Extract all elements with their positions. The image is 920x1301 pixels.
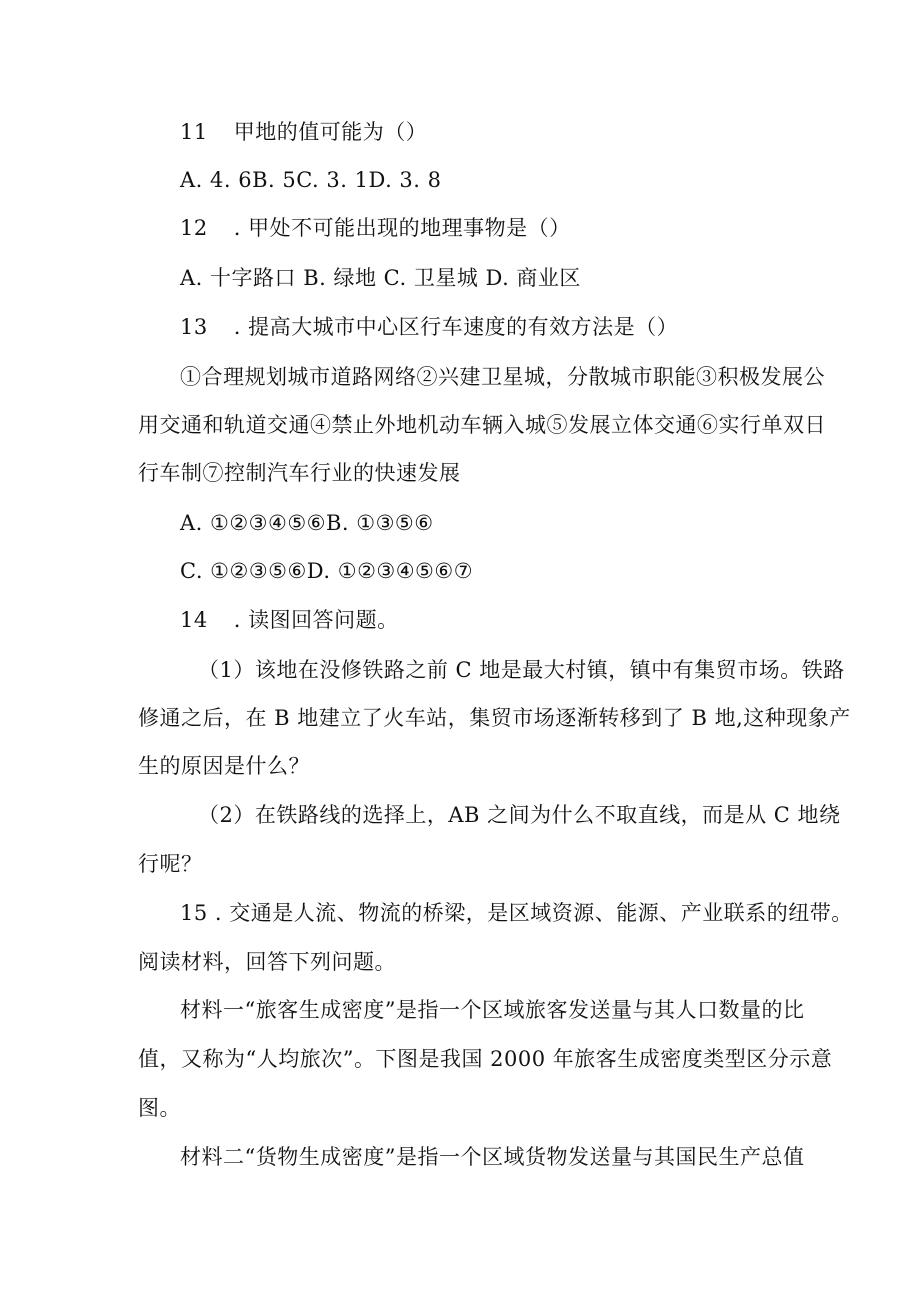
question-13-items-line-1: ①合理规划城市道路网络②兴建卫星城，分散城市职能③积极发展公: [180, 365, 825, 389]
question-14-sub-1-line-1: （1）该地在没修铁路之前 C 地是最大村镇，镇中有集贸市场。铁路: [198, 658, 845, 682]
question-12-stem: [180, 218, 571, 239]
question-12-text: . 甲处不可能出现的地理事物是（）: [233, 216, 571, 240]
question-13-stem: [180, 317, 678, 338]
material-1-line-2: 值，又称为“人均旅次”。下图是我国 2000 年旅客生成密度类型区分示意: [138, 1047, 833, 1071]
question-11-stem: [180, 122, 427, 143]
material-1-line-3: 图。: [138, 1096, 181, 1120]
question-14-sub-1-line-2: 修通之后，在 B 地建立了火车站，集贸市场逐渐转移到了 B 地,这种现象产: [138, 706, 851, 730]
question-13-options-line-1: A. ①②③④⑤⑥B. ①③⑤⑥: [180, 511, 434, 535]
question-14-sub-1-line-3: 生的原因是什么？: [138, 754, 310, 778]
material-1-line-1: 材料一“旅客生成密度”是指一个区域旅客发送量与其人口数量的比: [180, 998, 805, 1022]
question-13-items-line-3: 行车制⑦控制汽车行业的快速发展: [138, 461, 461, 485]
question-15-line-2: 阅读材料，回答下列问题。: [138, 950, 396, 974]
question-13-number: 13: [180, 315, 208, 339]
question-14-sub-2-line-2: 行呢？: [138, 852, 203, 876]
question-12-number: 12: [180, 216, 208, 240]
material-2-line-1: 材料二“货物生成密度”是指一个区域货物发送量与其国民生产总值: [180, 1145, 805, 1169]
question-11-text: 甲地的值可能为（）: [233, 120, 428, 144]
question-11-number: 11: [180, 120, 208, 144]
question-13-items-line-2: 用交通和轨道交通④禁止外地机动车辆入城⑤发展立体交通⑥实行单双日: [138, 413, 826, 437]
question-11-options: A. 4. 6B. 5C. 3. 1D. 3. 8: [180, 168, 442, 192]
question-13-text: . 提高大城市中心区行车速度的有效方法是（）: [233, 315, 679, 339]
question-12-options: A. 十字路口 B. 绿地 C. 卫星城 D. 商业区: [180, 266, 581, 290]
question-14-number: 14: [180, 608, 208, 632]
question-13-options-line-2: C. ①②③⑤⑥D. ①②③④⑤⑥⑦: [180, 559, 474, 583]
question-14-sub-2-line-1: （2）在铁路线的选择上，AB 之间为什么不取直线，而是从 C 地绕: [198, 803, 841, 827]
question-15-line-1: 15 . 交通是人流、物流的桥梁，是区域资源、能源、产业联系的纽带。: [180, 901, 853, 925]
question-14-stem: [180, 610, 399, 631]
question-14-text: . 读图回答问题。: [233, 608, 399, 632]
